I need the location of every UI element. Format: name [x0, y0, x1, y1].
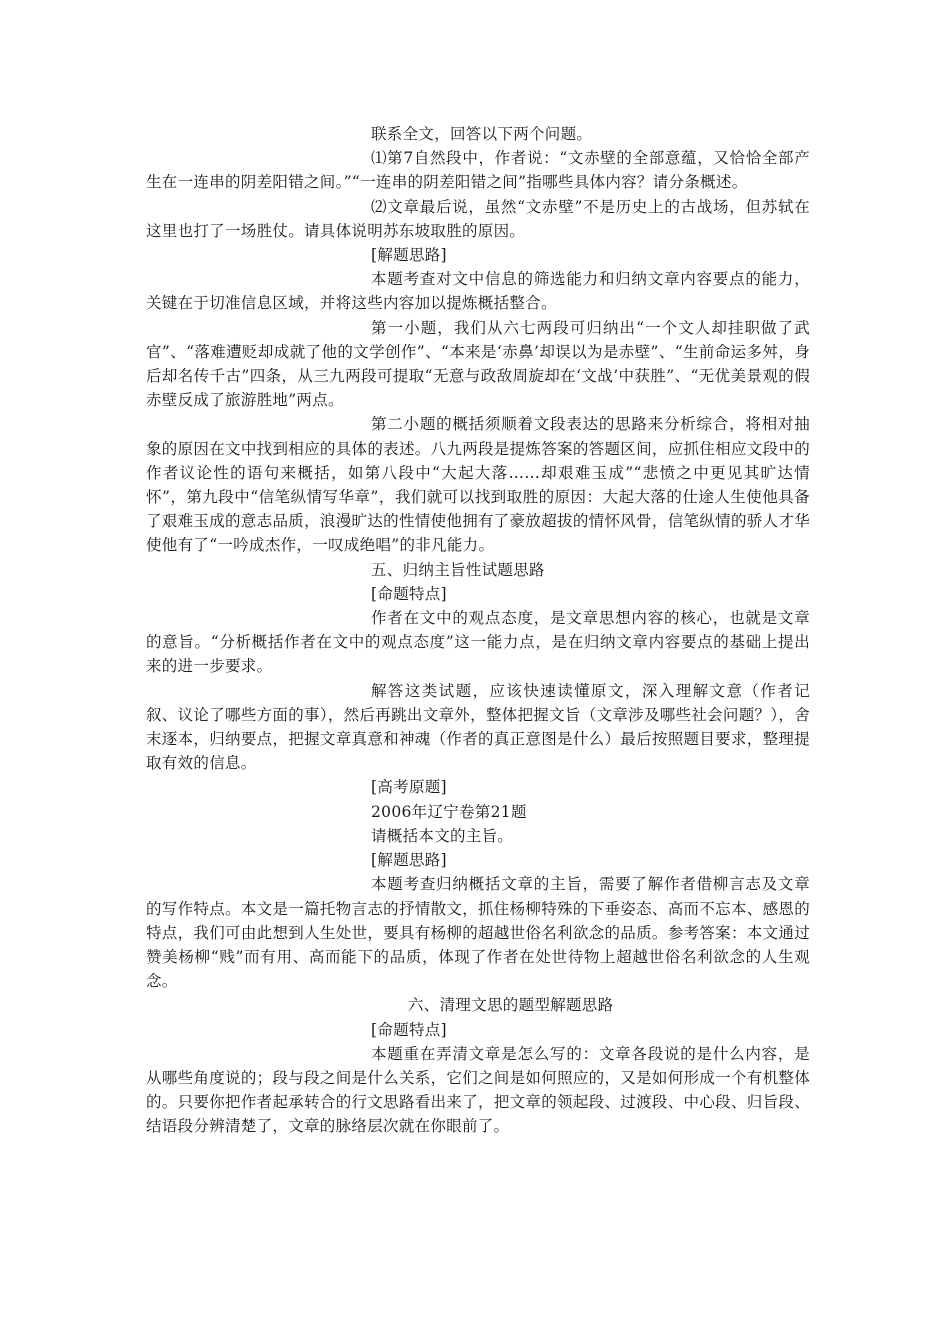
- section-label-solution: [解题思路]: [371, 851, 447, 870]
- solution-paragraph: 本题考查对文中信息的筛选能力和归纳文章内容要点的能力，关键在于切准信息区域，并将这些内容加以提炼概括整合。: [146, 270, 810, 313]
- section-heading-5: 五、归纳主旨性试题思路: [371, 560, 545, 579]
- question-1: ⑴第7自然段中，作者说：“文赤壁的全部意蕴，又恰恰全部产生在一连串的阴差阳错之间。”“一连串的阴差阳错之间”指哪些具体内容？请分条概述。: [146, 149, 810, 192]
- exam-question: 请概括本文的主旨。: [371, 826, 514, 845]
- section-heading-6: 六、清理文思的题型解题思路: [408, 996, 614, 1015]
- question-intro: 联系全文，回答以下两个问题。: [371, 125, 593, 143]
- document-body: [146, 122, 810, 1139]
- body-paragraph: 本题重在弄清文章是怎么写的：文章各段说的是什么内容，是从哪些角度说的；段与段之间是什么关系，它们之间是如何照应的，又是如何形成一个有机整体的。只要你把作者起承转合的行文思路看出来了，把文章的领起段、过渡段、中心段、归旨段、结语段分辨清楚了，文章的脉络层次就在你眼前了。: [146, 1044, 810, 1136]
- solution-paragraph: 第一小题，我们从六七两段可归纳出“一个文人却挂职做了武官”、“落难遭贬却成就了他的文学创作”、“本来是‘赤鼻’却误以为是赤壁”、“生前命运多舛，身后却名传千古”四条，从三九两段可提取“无意与政敌周旋却在‘文战’中获胜”、“无优美景观的假赤壁反成了旅游胜地”两点。: [146, 318, 810, 410]
- section-label-features: [命题特点]: [371, 1020, 447, 1039]
- section-label-features: [命题特点]: [371, 584, 447, 603]
- solution-paragraph: 第二小题的概括须顺着文段表达的思路来分析综合，将相对抽象的原因在文中找到相应的具体的表述。八九两段是提炼答案的答题区间，应抓住相应文段中的作者议论性的语句来概括，如第八段中“大起大落……却艰难玉成”“悲愤之中更见其旷达情怀”，第九段中“信笔纵情写华章”，我们就可以找到取胜的原因：大起大落的仕途人生使他具备了艰难玉成的意志品质，浪漫旷达的性情使他拥有了豪放超拔的情怀风骨，信笔纵情的骄人才华使他有了“一吟成杰作，一叹成绝唱”的非凡能力。: [146, 415, 810, 555]
- question-2: ⑵文章最后说，虽然“文赤壁”不是历史上的古战场，但苏轼在这里也打了一场胜仗。请具体说明苏东坡取胜的原因。: [146, 197, 810, 240]
- section-label-exam: [高考原题]: [371, 778, 447, 797]
- body-paragraph: 解答这类试题，应该快速读懂原文，深入理解文意（作者记叙、议论了哪些方面的事），然后再跳出文章外，整体把握文旨（文章涉及哪些社会问题？），舍末逐本，归纳要点，把握文章真意和神魂（作者的真正意图是什么）最后按照题目要求，整理提取有效的信息。: [146, 681, 810, 773]
- body-paragraph: 作者在文中的观点态度，是文章思想内容的核心，也就是文章的意旨。“分析概括作者在文中的观点态度”这一能力点，是在归纳文章内容要点的基础上提出来的进一步要求。: [146, 609, 810, 676]
- solution-paragraph: 本题考查归纳概括文章的主旨，需要了解作者借柳言志及文章的写作特点。本文是一篇托物言志的抒情散文，抓住杨柳特殊的下垂姿态、高而不忘本、感恩的特点，我们可由此想到人生处世，要具有杨柳的超越世俗名利欲念的品质。参考答案：本文通过赞美杨柳“贱”而有用、高而能下的品质，体现了作者在处世待物上超越世俗名利欲念的人生观念。: [146, 875, 810, 991]
- section-label-solution: [解题思路]: [371, 246, 447, 265]
- exam-reference: 2006年辽宁卷第21题: [371, 802, 527, 821]
